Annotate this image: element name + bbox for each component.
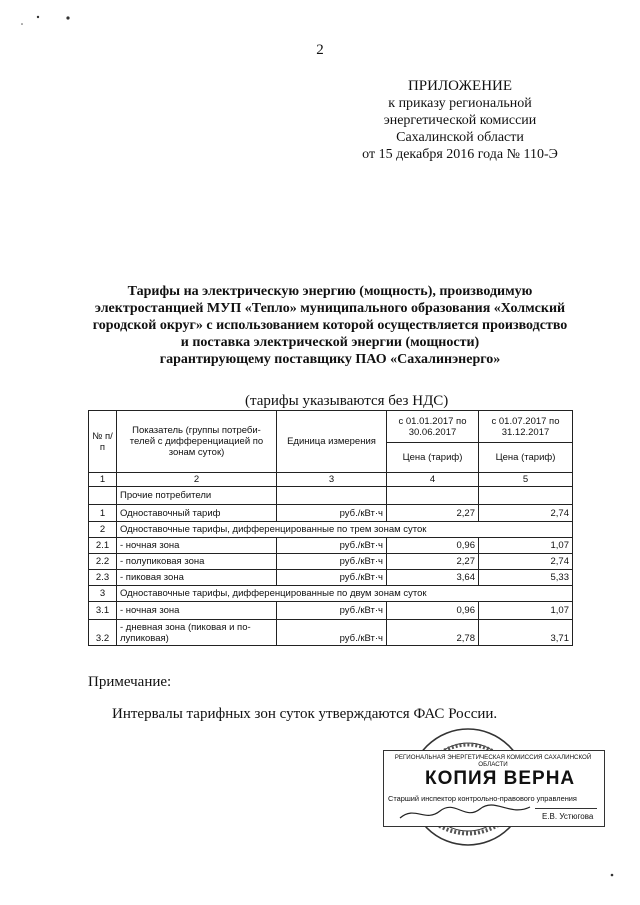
signature <box>395 803 535 825</box>
table-row: 2.1 - ночная зона руб./кВт·ч 0,96 1,07 <box>89 538 573 554</box>
table-row: 1 Одноставочный тариф руб./кВт·ч 2,27 2,74 <box>89 505 573 522</box>
page-number: 2 <box>316 42 324 58</box>
header-num: № п/п <box>89 411 117 473</box>
section-label: Прочие потребители <box>117 487 277 505</box>
appendix-heading: ПРИЛОЖЕНИЕ <box>407 78 513 94</box>
stamp-org: РЕГИОНАЛЬНАЯ ЭНЕРГЕТИЧЕСКАЯ КОМИССИЯ САХАЛИНСКОЙ ОБЛАСТИ <box>394 754 592 768</box>
title-line: Тарифы на электрическую энергию (мощность), производимую <box>127 284 533 299</box>
col-number: 1 <box>89 473 117 487</box>
col-number: 3 <box>277 473 387 487</box>
stamp-signer: Е.В. Устюгова <box>542 812 594 821</box>
col-number: 2 <box>117 473 277 487</box>
header-unit: Единица измерения <box>277 411 387 473</box>
header-price-2: Цена (тариф) <box>479 443 573 473</box>
signature-line <box>535 808 597 809</box>
title-line: и поставка электрической энергии (мощности) <box>180 335 480 350</box>
table-row: 2 Одноставочные тарифы, дифференцированные по трем зонам суток <box>89 522 573 538</box>
col-number: 5 <box>479 473 573 487</box>
table-row: 3.1 - ночная зона руб./кВт·ч 0,96 1,07 <box>89 602 573 620</box>
tariff-table <box>88 410 573 646</box>
header-indicator: Показатель (группы потреби- телей с дифференциацией по зонам суток) <box>117 411 277 473</box>
appendix-block <box>330 78 590 163</box>
table-row: 2.3 - пиковая зона руб./кВт·ч 3,64 5,33 <box>89 570 573 586</box>
title-line: городской округ» с использованием которой осуществляется производство <box>92 318 568 333</box>
section-label: Одноставочные тарифы, дифференцированные по двум зонам суток <box>117 586 573 602</box>
note-text: Интервалы тарифных зон суток утверждаются ФАС России. <box>112 706 498 722</box>
col-number: 4 <box>387 473 479 487</box>
appendix-line: к приказу региональной <box>388 96 532 111</box>
vat-note: (тарифы указываются без НДС) <box>245 393 449 409</box>
header-price-1: Цена (тариф) <box>387 443 479 473</box>
table-row: 3 Одноставочные тарифы, дифференцированные по двум зонам суток <box>89 586 573 602</box>
note-label: Примечание: <box>88 674 172 690</box>
table-row: 3.2 - дневная зона (пиковая и по- лупиковая) руб./кВт·ч 2,78 3,71 <box>89 620 573 646</box>
document-title <box>70 283 590 368</box>
stamp-position: Старший инспектор контрольно-правового управления <box>388 794 577 803</box>
title-line: гарантирующему поставщику ПАО «Сахалинэнерго» <box>159 352 501 367</box>
appendix-line: энергетической комиссии <box>383 113 537 128</box>
section-label: Одноставочные тарифы, дифференцированные по трем зонам суток <box>117 522 573 538</box>
header-period-1: с 01.01.2017 по 30.06.2017 <box>387 411 479 443</box>
stamp-copy: КОПИЯ ВЕРНА <box>425 768 576 789</box>
appendix-line: от 15 декабря 2016 года № 110-Э <box>362 147 558 162</box>
header-period-2: с 01.07.2017 по 31.12.2017 <box>479 411 573 443</box>
title-line: электростанцией МУП «Тепло» муниципального образования «Холмский <box>94 301 566 316</box>
table-row: 2.2 - полупиковая зона руб./кВт·ч 2,27 2,74 <box>89 554 573 570</box>
appendix-line: Сахалинской области <box>396 130 524 145</box>
